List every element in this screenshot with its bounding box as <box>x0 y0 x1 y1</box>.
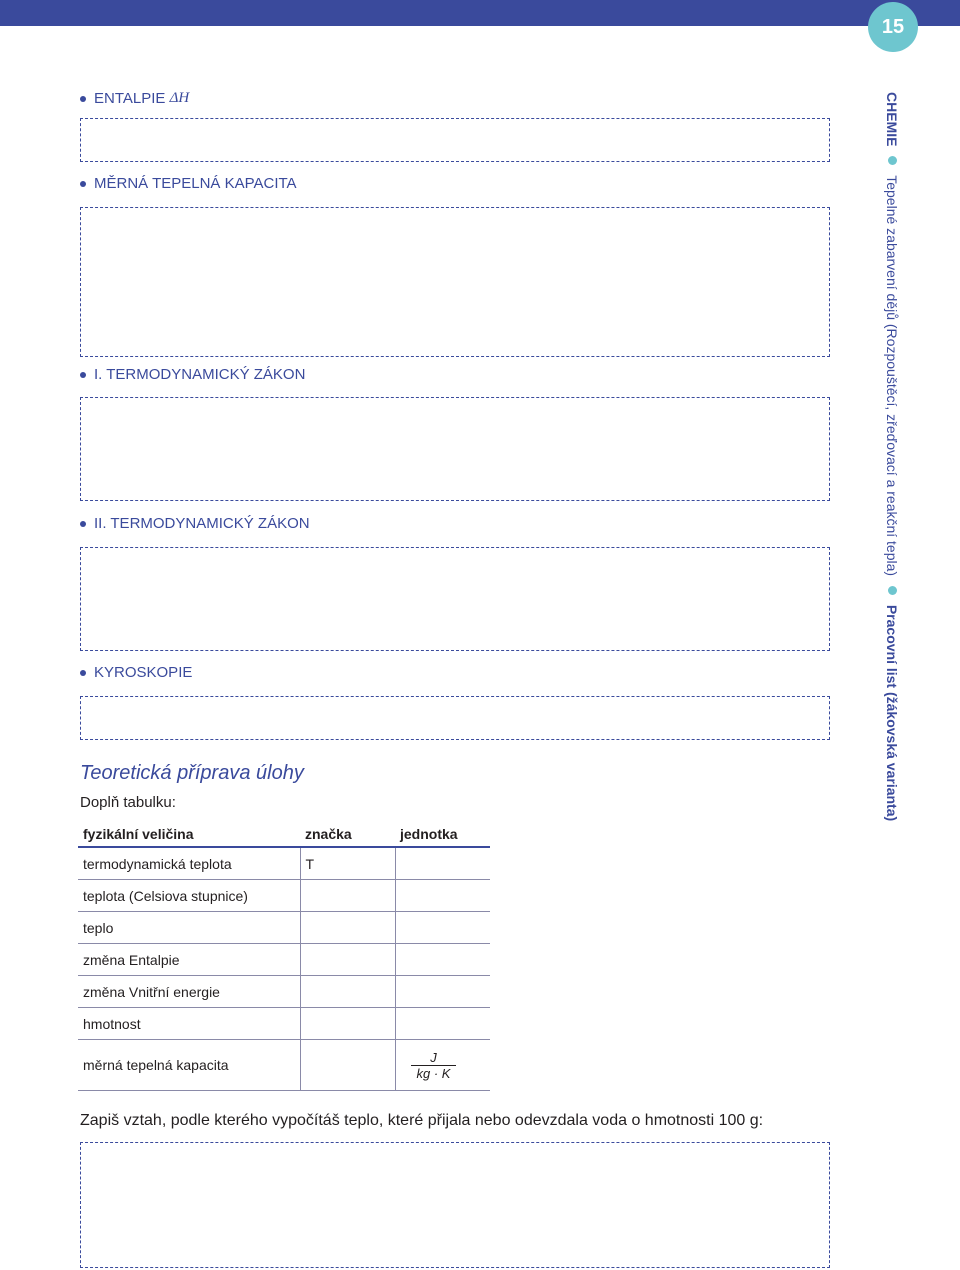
table-row <box>78 1040 490 1091</box>
unit-denominator: kg · K <box>411 1065 457 1081</box>
heading-entalpie <box>80 90 189 107</box>
unit-cell[interactable] <box>395 847 490 880</box>
side-label-text <box>884 92 900 821</box>
quantity-cell: hmotnost <box>78 1008 300 1040</box>
top-bar <box>0 0 960 26</box>
column-header: značka <box>300 822 395 847</box>
page-number: 15 <box>868 2 918 52</box>
side-label <box>884 92 902 822</box>
unit-cell[interactable] <box>395 944 490 976</box>
quantity-cell: teplota (Celsiova stupnice) <box>78 880 300 912</box>
symbol-cell[interactable] <box>300 944 395 976</box>
quantity-cell: změna Entalpie <box>78 944 300 976</box>
quantities-table <box>78 822 490 1091</box>
dot-icon <box>888 586 897 595</box>
symbol-cell[interactable] <box>300 976 395 1008</box>
table-row <box>78 1008 490 1040</box>
answer-box-prvni-zakon[interactable] <box>80 397 830 501</box>
table-row <box>78 880 490 912</box>
heading-kyroskopie <box>80 664 192 681</box>
instruction: Doplň tabulku: <box>80 794 176 811</box>
table-header-row <box>78 822 490 847</box>
symbol-cell[interactable] <box>300 880 395 912</box>
unit-fraction <box>411 1050 457 1081</box>
topic-label: Tepelné zabarvení dějů (Rozpouštěcí, zřeďovací a reakční tepla) <box>884 175 900 577</box>
column-header: jednotka <box>395 822 490 847</box>
symbol-cell[interactable] <box>300 1008 395 1040</box>
table-row <box>78 912 490 944</box>
table-row <box>78 976 490 1008</box>
symbol-cell[interactable]: T <box>300 847 395 880</box>
answer-box-entalpie[interactable] <box>80 118 830 162</box>
sheet-label: Pracovní list (žákovská varianta) <box>884 604 900 822</box>
answer-box-vztah[interactable] <box>80 1142 830 1268</box>
heading-label: MĚRNÁ TEPELNÁ KAPACITA <box>94 175 297 192</box>
unit-cell[interactable] <box>395 912 490 944</box>
heading-symbol: ΔH <box>169 90 190 106</box>
bullet-icon <box>80 96 86 102</box>
unit-numerator: J <box>430 1050 437 1065</box>
question-text: Zapiš vztah, podle kterého vypočítáš teplo, které přijala nebo odevzdala voda o hmotnosti 100 g: <box>80 1112 764 1129</box>
bullet-icon <box>80 521 86 527</box>
symbol-cell[interactable] <box>300 1040 395 1091</box>
quantity-cell: teplo <box>78 912 300 944</box>
unit-cell[interactable] <box>395 976 490 1008</box>
bullet-icon <box>80 372 86 378</box>
quantity-cell: termodynamická teplota <box>78 847 300 880</box>
bullet-icon <box>80 670 86 676</box>
answer-box-druhy-zakon[interactable] <box>80 547 830 651</box>
column-header: fyzikální veličina <box>78 822 300 847</box>
answer-box-kyroskopie[interactable] <box>80 696 830 740</box>
quantity-cell: změna Vnitřní energie <box>78 976 300 1008</box>
subject-label: CHEMIE <box>884 92 900 147</box>
unit-cell[interactable] <box>395 880 490 912</box>
unit-cell <box>395 1040 490 1091</box>
dot-icon <box>888 156 897 165</box>
subtitle: Teoretická příprava úlohy <box>80 762 304 784</box>
unit-cell[interactable] <box>395 1008 490 1040</box>
heading-label: ENTALPIE <box>94 90 166 107</box>
heading-label: II. TERMODYNAMICKÝ ZÁKON <box>94 515 310 532</box>
heading-merna-tepelna-kapacita <box>80 175 297 192</box>
quantity-cell: měrná tepelná kapacita <box>78 1040 300 1091</box>
heading-label: I. TERMODYNAMICKÝ ZÁKON <box>94 366 306 383</box>
heading-label: KYROSKOPIE <box>94 664 193 681</box>
bullet-icon <box>80 181 86 187</box>
symbol-cell[interactable] <box>300 912 395 944</box>
heading-prvni-zakon <box>80 366 305 383</box>
heading-druhy-zakon <box>80 515 310 532</box>
answer-box-kapacita[interactable] <box>80 207 830 357</box>
table-row <box>78 847 490 880</box>
table-row <box>78 944 490 976</box>
